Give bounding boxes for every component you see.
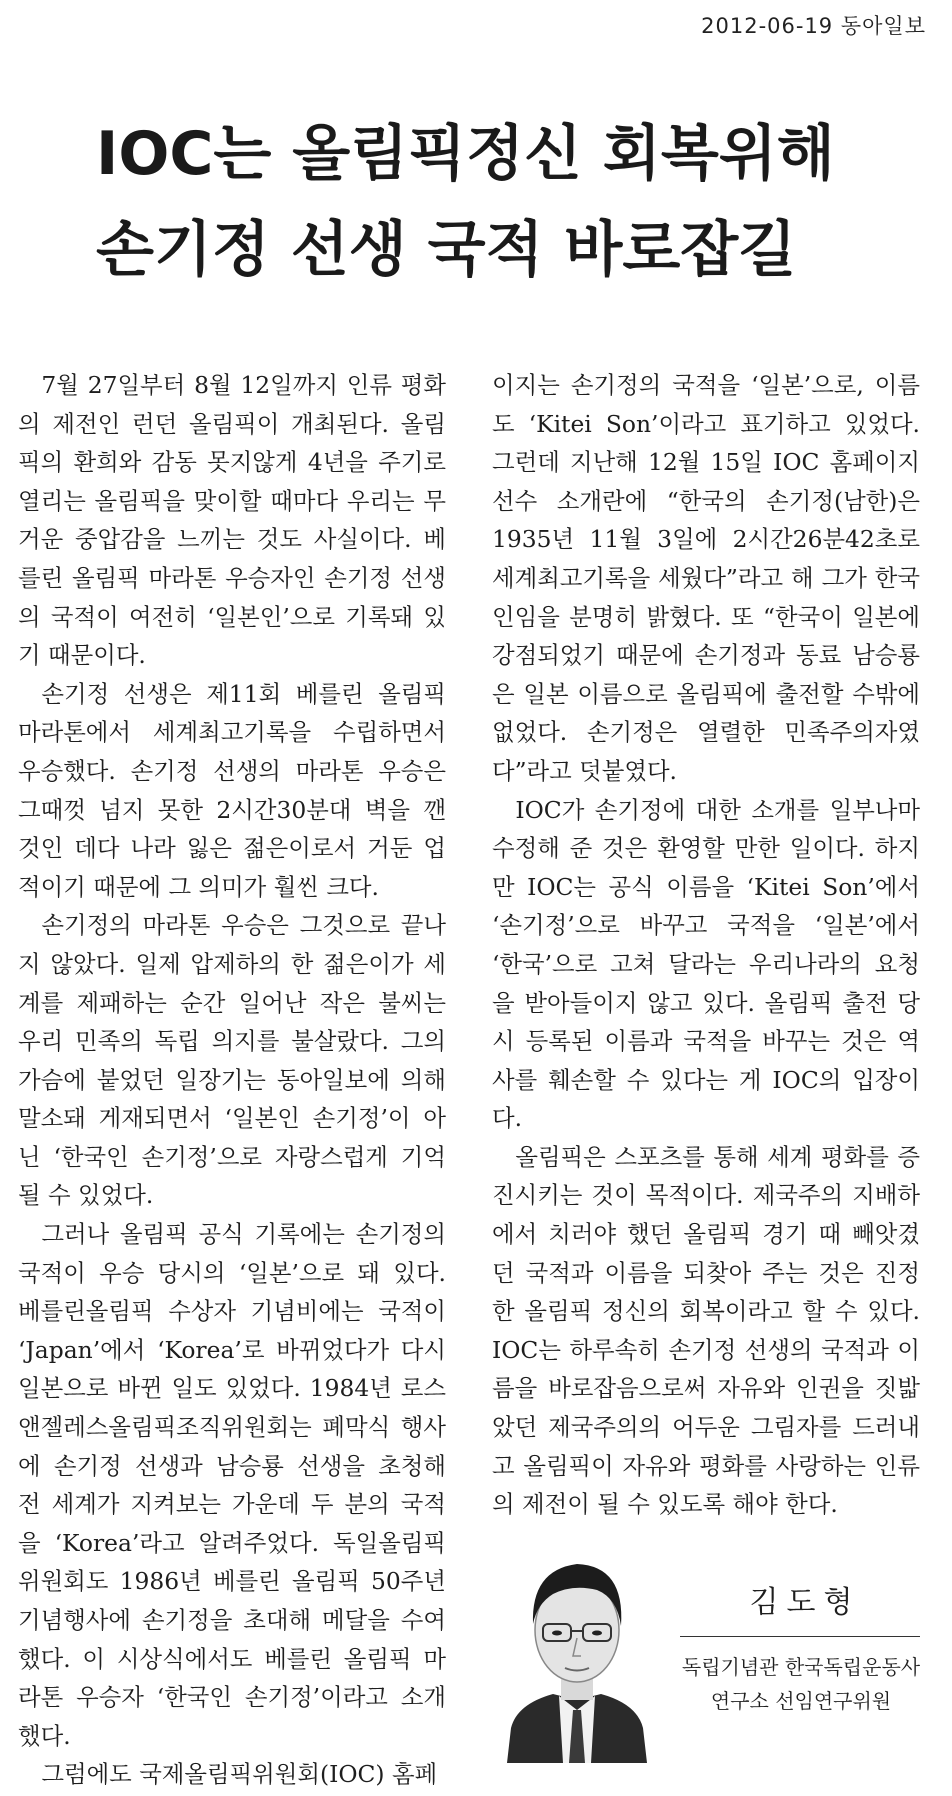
paragraph-3: 손기정의 마라톤 우승은 그것으로 끝나지 않았다. 일제 압제하의 한 젊은이가 세계를 제패하는 순간 일어난 작은 불씨는 우리 민족의 독립 의지를 불살랐다. 그의 가슴에 붙었던 일장기는 동아일보에 의해 말소돼 게재되면서 ‘일본인 손기정’이 아닌 ‘한국인 손기정’으로 자랑스럽게 기억될 수 있었다. [18, 911, 446, 1210]
article-column-left [18, 366, 446, 1794]
byline-divider [680, 1636, 920, 1637]
dateline: 2012-06-19 동아일보 [701, 14, 926, 38]
paragraph-6: IOC가 손기정에 대한 소개를 일부나마 수정해 준 것은 환영할 만한 일이다. 하지만 IOC는 공식 이름을 ‘Kitei Son’에서 ‘손기정’으로 바꾸고 국적을 ‘일본’에서 ‘한국’으로 고쳐 달라는 우리나라의 요청을 받아들이지 않고 있다. 올림픽 출전 당시 등록된 이름과 국적을 바꾸는 것은 역사를 훼손할 수 있다는 게 IOC의 입장이다. [492, 795, 920, 1133]
paragraph-2: 손기정 선생은 제11회 베를린 올림픽 마라톤에서 세계최고기록을 수립하면서 우승했다. 손기정 선생의 마라톤 우승은 그때껏 넘지 못한 2시간30분대 벽을 깬 것인 데다 나라 잃은 젊은이로서 거둔 업적이기 때문에 그 의미가 훨씬 크다. [18, 679, 446, 901]
author-affiliation [668, 1650, 934, 1718]
author-portrait-photo [503, 1528, 651, 1763]
paragraph-4: 그러나 올림픽 공식 기록에는 손기정의 국적이 우승 당시의 ‘일본’으로 돼 있다. 베를린올림픽 수상자 기념비에는 국적이 ‘Japan’에서 ‘Korea’로 바뀌었다가 다시 일본으로 바뀐 일도 있었다. 1984년 로스앤젤레스올림픽조직위원회는 폐막식 행사에 손기정 선생과 남승룡 선생을 초청해 전 세계가 지켜보는 가운데 두 분의 국적을 ‘Korea’라고 알려주었다. 독일올림픽위원회도 1986년 베를린 올림픽 50주년 기념행사에 손기정을 초대해 메달을 수여했다. 이 시상식에서도 베를린 올림픽 마라톤 우승자 ‘한국인 손기정’이라고 소개했다. [18, 1220, 446, 1750]
author-affiliation-line-1: 독립기념관 한국독립운동사 [681, 1655, 921, 1679]
paragraph-5-continued: 이지는 손기정의 국적을 ‘일본’으로, 이름도 ‘Kitei Son’이라고 표기하고 있었다. 그런데 지난해 12월 15일 IOC 홈페이지 선수 소개란에 “한국의 손기정(남한)은 1935년 11월 3일에 2시간26분42초로 세계최고기록을 세웠다”라고 해 그가 한국인임을 분명히 밝혔다. 또 “한국이 일본에 강점되었기 때문에 손기정과 동료 남승룡은 일본 이름으로 올림픽에 출전할 수밖에 없었다. 손기정은 열렬한 민족주의자였다”라고 덧붙였다. [492, 371, 920, 785]
paragraph-7: 올림픽은 스포츠를 통해 세계 평화를 증진시키는 것이 목적이다. 제국주의 지배하에서 치러야 했던 올림픽 경기 때 빼앗겼던 국적과 이름을 되찾아 주는 것은 진정한 올림픽 정신의 회복이라고 할 수 있다. IOC는 하루속히 손기정 선생의 국적과 이름을 바로잡음으로써 자유와 인권을 짓밟았던 제국주의의 어두운 그림자를 드러내고 올림픽이 자유와 평화를 사랑하는 인류의 제전이 될 수 있도록 해야 한다. [492, 1142, 920, 1519]
paragraph-1: 7월 27일부터 8월 12일까지 인류 평화의 제전인 런던 올림픽이 개최된다. 올림픽의 환희와 감동 못지않게 4년을 주기로 열리는 올림픽을 맞이할 때마다 우리는 무거운 중압감을 느끼는 것도 사실이다. 베를린 올림픽 마라톤 우승자인 손기정 선생의 국적이 여전히 ‘일본인’으로 기록돼 있기 때문이다. [18, 371, 446, 670]
headline-line-2: 손기정 선생 국적 바로잡길 [96, 215, 797, 285]
author-affiliation-line-2: 연구소 선임연구위원 [710, 1689, 892, 1713]
headline-line-1: IOC는 올림픽정신 회복위해 [96, 119, 835, 189]
paragraph-5-start: 그럼에도 국제올림픽위원회(IOC) 홈페 [41, 1760, 438, 1789]
article-column-right [492, 366, 920, 1524]
author-name: 김도형 [749, 1585, 861, 1620]
